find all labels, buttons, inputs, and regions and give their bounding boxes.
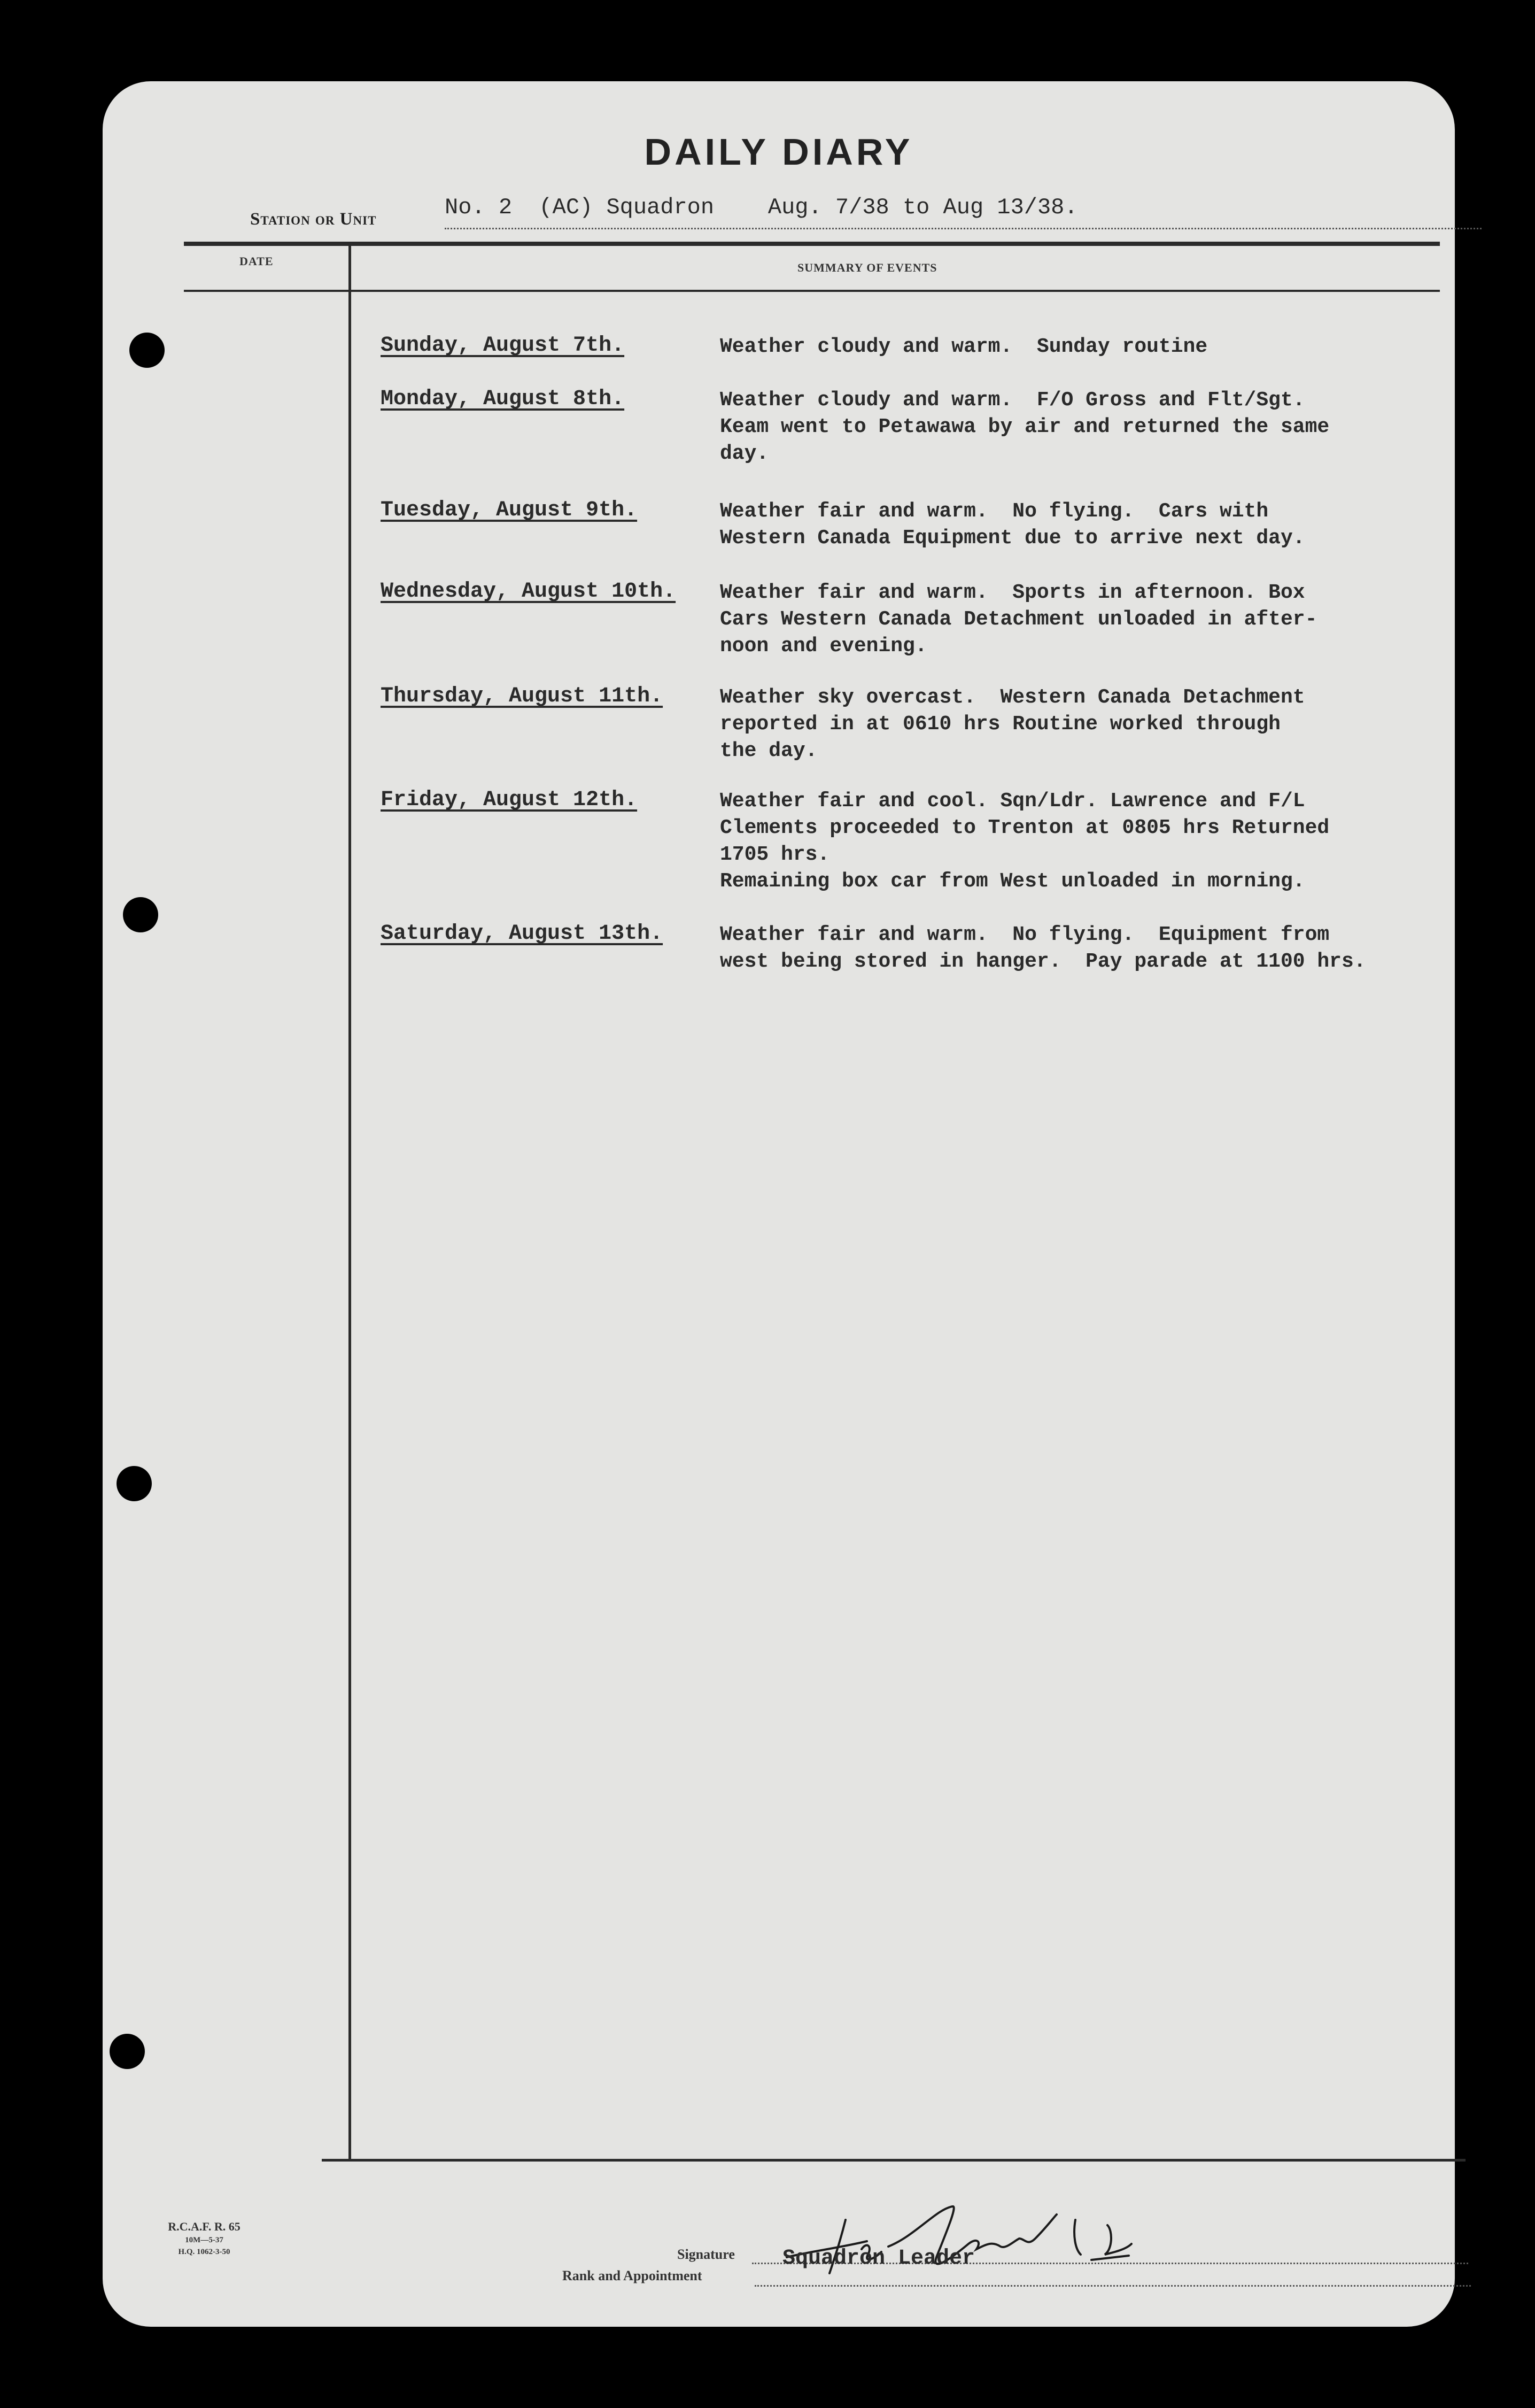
rank-label: Rank and Appointment: [562, 2268, 702, 2283]
print-code: 10M—5-37: [185, 2236, 223, 2244]
summary-column-header: SUMMARY OF EVENTS: [797, 261, 937, 274]
rank-dotted-line: [755, 2285, 1471, 2287]
entry-date: Monday, August 8th.: [381, 387, 625, 411]
page-title: DAILY DIARY: [644, 131, 913, 173]
entry-summary-line: Clements proceeded to Trenton at 0805 hrs Returned: [720, 816, 1330, 839]
entry-summary-line: reported in at 0610 hrs Routine worked through: [720, 713, 1281, 736]
entry-date: Thursday, August 11th.: [381, 684, 663, 708]
entry-summary-line: noon and evening.: [720, 635, 927, 658]
hq-reference: H.Q. 1062-3-50: [178, 2248, 230, 2256]
entry-date: Saturday, August 13th.: [381, 922, 663, 946]
entry-summary-line: west being stored in hanger. Pay parade at 1100 hrs.: [720, 950, 1366, 973]
entry-summary-line: Weather sky overcast. Western Canada Detachment: [720, 686, 1305, 709]
entry-date: Tuesday, August 9th.: [381, 498, 638, 522]
diary-page: [103, 81, 1455, 2327]
binder-hole-1: [129, 333, 165, 368]
entry-summary-line: Cars Western Canada Detachment unloaded in after-: [720, 608, 1317, 631]
binder-hole-3: [117, 1466, 152, 1501]
binder-hole-4: [110, 2034, 145, 2069]
rank-value: Squadron Leader: [782, 2247, 975, 2271]
station-dotted-line: [445, 228, 1482, 229]
form-number: R.C.A.F. R. 65: [168, 2220, 241, 2233]
entry-summary-line: Weather fair and warm. No flying. Cars with: [720, 500, 1269, 523]
binder-hole-2: [123, 897, 158, 932]
entry-date: Sunday, August 7th.: [381, 334, 625, 358]
entry-summary-line: Weather fair and cool. Sqn/Ldr. Lawrence and F/L: [720, 790, 1305, 813]
handwritten-signature: [776, 2198, 1161, 2284]
entry-summary-line: 1705 hrs.: [720, 843, 830, 866]
entry-summary-line: Weather cloudy and warm. Sunday routine: [720, 335, 1208, 358]
entry-summary-line: day.: [720, 442, 769, 465]
station-value: No. 2 (AC) Squadron Aug. 7/38 to Aug 13/38.: [445, 195, 1078, 220]
entry-summary-line: Remaining box car from West unloaded in morning.: [720, 870, 1305, 893]
entry-summary-line: Weather fair and warm. Sports in afternoon. Box: [720, 581, 1305, 604]
entry-summary-line: Western Canada Equipment due to arrive next day.: [720, 527, 1305, 550]
entry-date: Friday, August 12th.: [381, 788, 638, 812]
header-rule: [184, 242, 1440, 246]
date-column-header: DATE: [239, 254, 274, 268]
entry-date: Wednesday, August 10th.: [381, 580, 676, 604]
column-divider: [348, 246, 351, 2159]
signature-label: Signature: [677, 2247, 735, 2262]
station-label: Station or Unit: [250, 210, 377, 229]
subheader-rule: [184, 290, 1440, 292]
entry-summary-line: Keam went to Petawawa by air and returned the same: [720, 415, 1330, 438]
entry-summary-line: Weather fair and warm. No flying. Equipment from: [720, 923, 1330, 946]
bottom-rule: [322, 2159, 1466, 2162]
entry-summary-line: the day.: [720, 739, 818, 762]
entry-summary-line: Weather cloudy and warm. F/O Gross and Flt/Sgt.: [720, 389, 1305, 412]
